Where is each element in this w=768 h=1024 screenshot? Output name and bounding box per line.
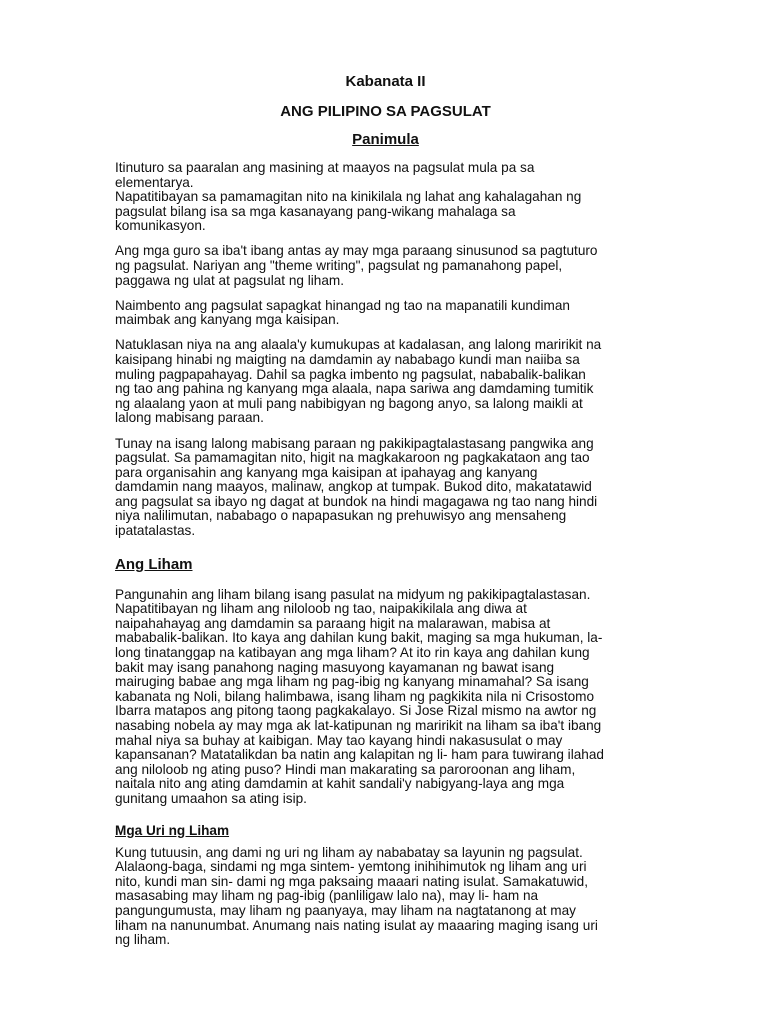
chapter-label: Kabanata II [345,73,426,90]
paragraph-intro-5: Tunay na isang lalong mabisang paraan ng pakikipagtalastasang pangwika ang pagsulat. Sa pamamagitan nito, higit na magkakaroon ng pagkakataon ang tao para organisahin ang kanyang mga kaisipan at ipahayag ang kanyang damdamin nang maayos, malinaw, angkop at tumpak. Bukod dito, makatatawid ang pagsulat sa ibayo ng dagat at bundok na hindi magagawa ng tao nang hindi niya nalilimutan, nababago o napapasukan ng prehuwisyo ang mensaheng ipatatalastas. [115,435,598,539]
section-title-panimula: Panimula [352,131,419,148]
paragraph-intro-4: Natuklasan niya na ang alaala'y kumukupas at kadalasan, ang lalong maririkit na kaisipang hinabi ng maigting na damdamin ay nababago kundi man naiiba sa muling pagpapahayag. Dahil sa pagka imbento ng pagsulat, nababalik-balikan ng tao ang pahina ng kanyang mga alaala, napa sariwa ang damdaming tumitik ng alaalang yaon at muli pang nabibigyan ng bagong anyo, sa lalong maikli at lalong mabisang paraan. [115,337,602,426]
section-heading-mga-uri-ng-liham: Mga Uri ng Liham [115,822,230,838]
page-title: ANG PILIPINO SA PAGSULAT [280,103,491,120]
paragraph-intro-3: Naimbento ang pagsulat sapagkat hinangad ng tao na mapanatili kundiman maimbak ang kanyang mga kaisipan. [115,297,570,328]
paragraph-ang-liham: Pangunahin ang liham bilang isang pasulat na midyum ng pakikipagtalastasan. Napatitibayan ng liham ang niloloob ng tao, naipakikilala ang diwa at naipahahayag ang damdamin sa paraang higit na malarawan, mabisa at mababalik-balikan. Ito kaya ang dahilan kung bakit, maging sa mga hukuman, la- long tinatanggap na katibayan ang mga liham? At ito rin kaya ang dahilan kung bakit may isang panahong naging masuyong kayamanan ng bawat isang mairuging babae ang mga liham ng pag-ibig ng kanyang minamahal? Sa isang kabanata ng Noli, bilang halimbawa, isang liham ng pagkikita nila ni Crisostomo Ibarra matapos ang pitong taong pagkakalayo. Si Jose Rizal mismo na awtor ng nasabing nobela ay may mga ak lat-katipunan ng maririkit na liham sa iba't ibang mahal niya sa buhay at kaibigan. May tao kayang hindi nakasusulat o may kapansanan? Matatalikdan ba natin ang kalapitan ng li- ham para tuwirang ilahad ang niloloob ng ating puso? Hindi man makarating sa paroroonan ang liham, naitala nito ang ating damdamin at kahit sandali'y nabigyang-laya ang mga gunitang umaahon sa ating isip. [115,586,604,806]
section-heading-ang-liham: Ang Liham [115,555,193,573]
paragraph-intro-2: Ang mga guro sa iba't ibang antas ay may mga paraang sinusunod sa pagtuturo ng pagsulat. Nariyan ang "theme writing", pagsulat ng pamanahong papel, paggawa ng ulat at pagsulat ng liham. [115,243,598,288]
paragraph-mga-uri-ng-liham: Kung tutuusin, ang dami ng uri ng liham ay nababatay sa layunin ng pagsulat. Alalaong-baga, sindami ng mga sintem- yemtong inihihimutok ng liham ang uri nito, kundi man sin- dami ng mga paksaing maaari nating isulat. Samakatuwid, masasabing may liham ng pag-ibig (panliligaw lalo na), may li- ham na pangungumusta, may liham ng paanyaya, may liham na nagtatanong at may liham na nanunumbat. Anumang nais nating isulat ay maaaring maging isang uri ng liham. [115,844,598,948]
paragraph-intro-1: Itinuturo sa paaralan ang masining at maayos na pagsulat mula pa sa elementarya. Napatitibayan sa pamamagitan nito na kinikilala ng lahat ang kahalagahan ng pagsulat bilang isa sa mga kasanayang pang-wikang mahalaga sa komunikasyon. [115,160,582,234]
